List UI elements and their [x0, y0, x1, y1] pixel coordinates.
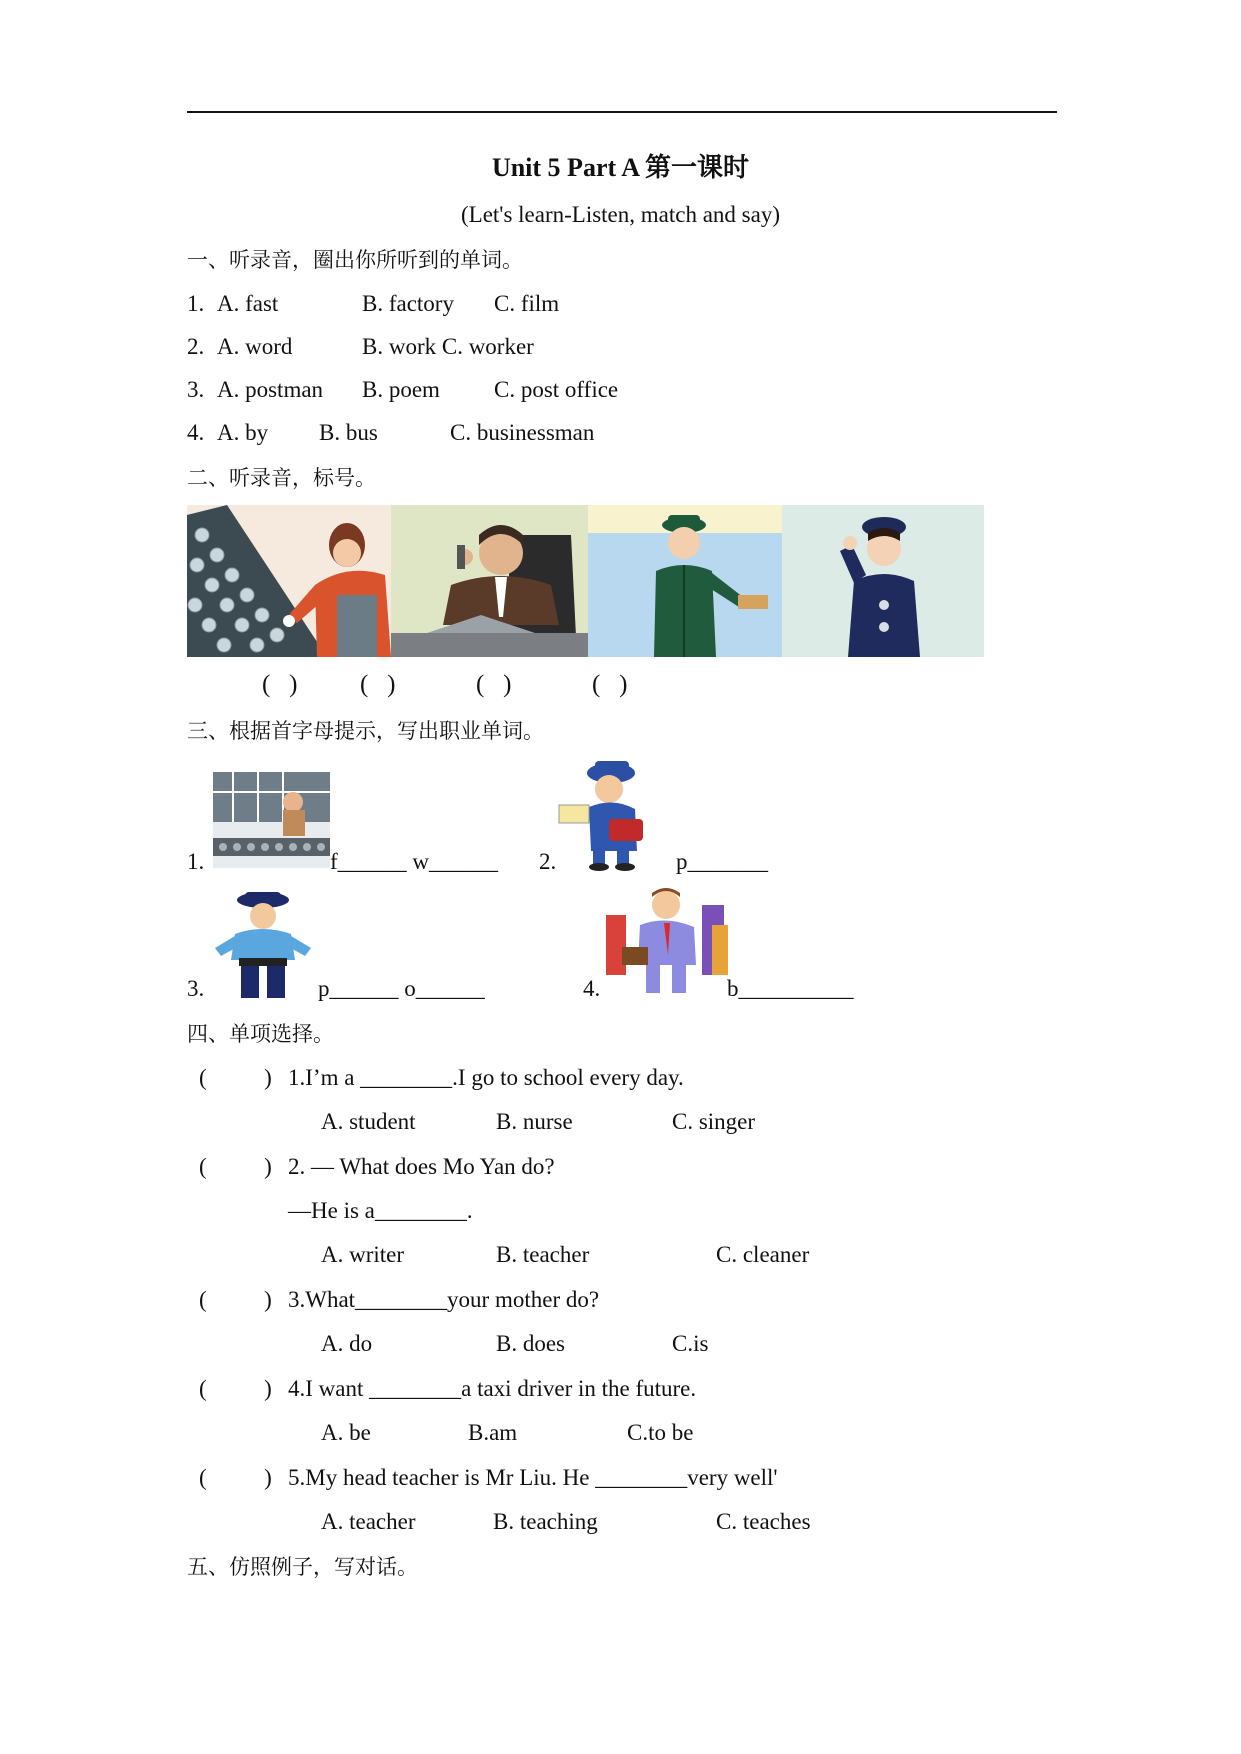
s1-item-num: 4. [187, 420, 205, 445]
s1-option-c: C. post office [494, 377, 619, 402]
question-stem-2: —He is a________. [288, 1198, 473, 1223]
option-c: C.to be [627, 1420, 694, 1445]
s1-item-num: 1. [187, 291, 205, 316]
option-b: B.am [468, 1420, 518, 1445]
s2-blank-1[interactable]: ( ) [262, 671, 298, 698]
option-a: A. do [321, 1331, 373, 1356]
question-stem: 4.I want ________a taxi driver in the future. [288, 1376, 697, 1401]
answer-paren[interactable]: ( ) [199, 1376, 272, 1401]
factory-worker-picture [187, 505, 391, 657]
section2-heading: 二、听录音，标号。 [187, 466, 376, 490]
s1-option-b: B. work C. worker [362, 334, 534, 359]
policewoman-picture [782, 505, 984, 657]
option-b: B. nurse [496, 1109, 573, 1134]
postman-clipart [553, 755, 678, 871]
page-title: Unit 5 Part A 第一课时 [491, 153, 750, 182]
businessman-clipart [602, 885, 732, 1000]
s1-option-b: B. factory [362, 291, 454, 316]
option-a: A. student [321, 1109, 416, 1134]
section3-heading: 三、根据首字母提示，写出职业单词。 [187, 719, 544, 743]
s3-item-1-num: 1. [187, 849, 205, 874]
s2-blank-4[interactable]: ( ) [592, 671, 628, 698]
factory-worker-clipart [213, 772, 330, 868]
s1-option-b: B. poem [362, 377, 440, 402]
s1-option-a: A. by [217, 420, 269, 445]
option-c: C. teaches [716, 1509, 811, 1534]
section1-heading: 一、听录音，圈出你所听到的单词。 [187, 248, 523, 272]
answer-paren[interactable]: ( ) [199, 1465, 272, 1490]
postman-picture [588, 505, 782, 657]
option-a: A. teacher [321, 1509, 416, 1534]
question-stem: 2. — What does Mo Yan do? [288, 1154, 555, 1179]
top-rule [187, 111, 1057, 113]
s1-option-a: A. word [217, 334, 293, 359]
s1-option-c: C. film [494, 291, 560, 316]
s3-item-4-num: 4. [583, 976, 601, 1001]
answer-paren[interactable]: ( ) [199, 1065, 272, 1090]
s2-blank-2[interactable]: ( ) [360, 671, 396, 698]
option-b: B. teacher [496, 1242, 590, 1267]
section4-heading: 四、单项选择。 [187, 1022, 334, 1046]
option-c: C. singer [672, 1109, 756, 1134]
section5-heading: 五、仿照例子，写对话。 [187, 1555, 418, 1579]
answer-paren[interactable]: ( ) [199, 1154, 272, 1179]
s3-item-2-hint[interactable]: p_______ [676, 849, 768, 874]
businessman-picture [391, 505, 588, 657]
option-b: B. does [496, 1331, 565, 1356]
s1-option-a: A. postman [217, 377, 324, 402]
question-stem: 1.I’m a ________.I go to school every day. [288, 1065, 684, 1090]
s3-item-4-hint[interactable]: b__________ [727, 976, 854, 1001]
police-officer-clipart [205, 890, 320, 1000]
s1-option-a: A. fast [217, 291, 279, 316]
s3-item-2-num: 2. [539, 849, 557, 874]
s2-blank-3[interactable]: ( ) [476, 671, 512, 698]
page-subtitle: (Let's learn-Listen, match and say) [461, 202, 780, 227]
s3-item-3-num: 3. [187, 976, 205, 1001]
s3-item-3-hint[interactable]: p______ o______ [318, 976, 485, 1001]
option-a: A. writer [321, 1242, 405, 1267]
option-c: C. cleaner [716, 1242, 810, 1267]
option-a: A. be [321, 1420, 371, 1445]
option-c: C.is [672, 1331, 709, 1356]
s1-option-c: C. businessman [450, 420, 595, 445]
answer-paren[interactable]: ( ) [199, 1287, 272, 1312]
question-stem: 3.What________your mother do? [288, 1287, 600, 1312]
question-stem: 5.My head teacher is Mr Liu. He ________very well' [288, 1465, 778, 1490]
s1-item-num: 2. [187, 334, 205, 359]
s1-item-num: 3. [187, 377, 205, 402]
s3-item-1-hint[interactable]: f______ w______ [330, 849, 499, 874]
s1-option-b: B. bus [319, 420, 378, 445]
option-b: B. teaching [493, 1509, 598, 1534]
